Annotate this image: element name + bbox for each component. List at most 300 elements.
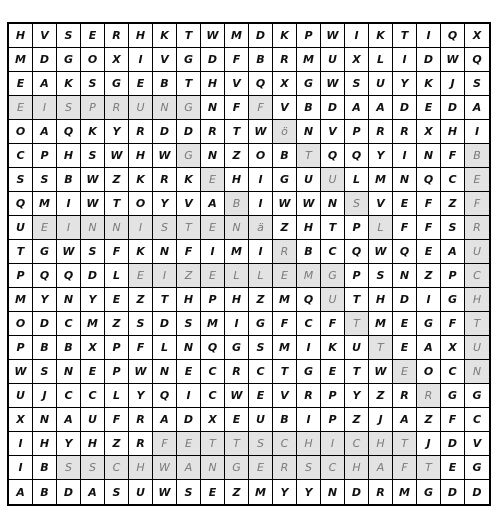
grid-cell[interactable]: Z — [441, 192, 465, 216]
grid-cell[interactable]: D — [177, 120, 201, 144]
grid-cell[interactable]: U — [249, 408, 273, 432]
grid-cell[interactable]: T — [465, 312, 489, 336]
grid-cell[interactable]: M — [9, 288, 33, 312]
grid-cell[interactable]: F — [129, 336, 153, 360]
grid-cell[interactable]: I — [177, 384, 201, 408]
grid-cell[interactable]: I — [33, 96, 57, 120]
grid-cell[interactable]: M — [273, 336, 297, 360]
grid-cell[interactable]: R — [369, 480, 393, 504]
grid-cell[interactable]: B — [273, 144, 297, 168]
grid-cell[interactable]: R — [273, 48, 297, 72]
grid-cell[interactable]: A — [201, 192, 225, 216]
grid-cell[interactable]: R — [129, 120, 153, 144]
grid-cell[interactable]: W — [9, 360, 33, 384]
grid-cell[interactable]: I — [9, 432, 33, 456]
grid-cell[interactable]: D — [201, 48, 225, 72]
grid-cell[interactable]: W — [225, 384, 249, 408]
grid-cell[interactable]: L — [249, 264, 273, 288]
grid-cell[interactable]: E — [201, 480, 225, 504]
grid-cell[interactable]: I — [9, 456, 33, 480]
grid-cell[interactable]: A — [417, 336, 441, 360]
grid-cell[interactable]: V — [153, 48, 177, 72]
grid-cell[interactable]: W — [321, 24, 345, 48]
grid-cell[interactable]: U — [465, 336, 489, 360]
grid-cell[interactable]: W — [369, 360, 393, 384]
grid-cell[interactable]: T — [345, 360, 369, 384]
grid-cell[interactable]: W — [57, 240, 81, 264]
grid-cell[interactable]: S — [465, 72, 489, 96]
grid-cell[interactable]: Z — [225, 144, 249, 168]
grid-cell[interactable]: F — [105, 408, 129, 432]
grid-cell[interactable]: L — [225, 264, 249, 288]
grid-cell[interactable]: U — [129, 96, 153, 120]
grid-cell[interactable]: M — [369, 312, 393, 336]
grid-cell[interactable]: T — [177, 72, 201, 96]
grid-cell[interactable]: N — [225, 216, 249, 240]
grid-cell[interactable]: P — [297, 24, 321, 48]
grid-cell[interactable]: B — [57, 336, 81, 360]
grid-cell[interactable]: I — [57, 192, 81, 216]
grid-cell[interactable]: Z — [225, 480, 249, 504]
grid-cell[interactable]: P — [9, 264, 33, 288]
grid-cell[interactable]: L — [105, 264, 129, 288]
grid-cell[interactable]: E — [393, 312, 417, 336]
grid-cell[interactable]: F — [441, 144, 465, 168]
grid-cell[interactable]: W — [201, 24, 225, 48]
grid-cell[interactable]: K — [321, 336, 345, 360]
grid-cell[interactable]: P — [345, 264, 369, 288]
grid-cell[interactable]: B — [249, 48, 273, 72]
grid-cell[interactable]: N — [417, 144, 441, 168]
grid-cell[interactable]: Z — [177, 264, 201, 288]
grid-cell[interactable]: B — [297, 240, 321, 264]
grid-cell[interactable]: Z — [105, 432, 129, 456]
grid-cell[interactable]: H — [369, 288, 393, 312]
grid-cell[interactable]: I — [225, 312, 249, 336]
grid-cell[interactable]: R — [105, 24, 129, 48]
grid-cell[interactable]: H — [369, 432, 393, 456]
grid-cell[interactable]: B — [273, 408, 297, 432]
grid-cell[interactable]: S — [345, 192, 369, 216]
grid-cell[interactable]: N — [57, 360, 81, 384]
grid-cell[interactable]: X — [81, 336, 105, 360]
grid-cell[interactable]: J — [369, 408, 393, 432]
grid-cell[interactable]: A — [33, 120, 57, 144]
grid-cell[interactable]: W — [297, 192, 321, 216]
grid-cell[interactable]: N — [57, 288, 81, 312]
grid-cell[interactable]: E — [417, 240, 441, 264]
grid-cell[interactable]: Z — [417, 408, 441, 432]
grid-cell[interactable]: P — [9, 336, 33, 360]
grid-cell[interactable]: W — [153, 480, 177, 504]
grid-cell[interactable]: C — [441, 168, 465, 192]
grid-cell[interactable]: E — [129, 264, 153, 288]
grid-cell[interactable]: W — [81, 192, 105, 216]
grid-cell[interactable]: N — [393, 264, 417, 288]
grid-cell[interactable]: S — [441, 216, 465, 240]
grid-cell[interactable]: C — [81, 384, 105, 408]
grid-cell[interactable]: T — [177, 24, 201, 48]
grid-cell[interactable]: T — [345, 288, 369, 312]
grid-cell[interactable]: N — [321, 192, 345, 216]
grid-cell[interactable]: H — [345, 456, 369, 480]
grid-cell[interactable]: K — [129, 240, 153, 264]
grid-cell[interactable]: N — [201, 144, 225, 168]
grid-cell[interactable]: K — [369, 24, 393, 48]
grid-cell[interactable]: N — [105, 216, 129, 240]
grid-cell[interactable]: S — [297, 456, 321, 480]
grid-cell[interactable]: I — [249, 240, 273, 264]
grid-cell[interactable]: C — [9, 144, 33, 168]
grid-cell[interactable]: P — [105, 360, 129, 384]
grid-cell[interactable]: H — [177, 288, 201, 312]
grid-cell[interactable]: A — [441, 240, 465, 264]
grid-cell[interactable]: A — [177, 456, 201, 480]
grid-cell[interactable]: Q — [417, 168, 441, 192]
grid-cell[interactable]: M — [201, 312, 225, 336]
grid-cell[interactable]: R — [105, 96, 129, 120]
grid-cell[interactable]: D — [153, 312, 177, 336]
grid-cell[interactable]: M — [33, 192, 57, 216]
grid-cell[interactable]: U — [9, 384, 33, 408]
grid-cell[interactable]: N — [201, 96, 225, 120]
grid-cell[interactable]: G — [105, 72, 129, 96]
grid-cell[interactable]: U — [297, 168, 321, 192]
grid-cell[interactable]: Q — [297, 288, 321, 312]
grid-cell[interactable]: R — [297, 384, 321, 408]
grid-cell[interactable]: D — [393, 96, 417, 120]
grid-cell[interactable]: H — [129, 144, 153, 168]
grid-cell[interactable]: T — [9, 240, 33, 264]
grid-cell[interactable]: E — [9, 96, 33, 120]
grid-cell[interactable]: H — [57, 144, 81, 168]
grid-cell[interactable]: M — [369, 168, 393, 192]
grid-cell[interactable]: R — [225, 360, 249, 384]
grid-cell[interactable]: C — [321, 240, 345, 264]
grid-cell[interactable]: J — [33, 384, 57, 408]
grid-cell[interactable]: I — [321, 432, 345, 456]
grid-cell[interactable]: S — [345, 72, 369, 96]
grid-cell[interactable]: S — [33, 168, 57, 192]
grid-cell[interactable]: L — [105, 384, 129, 408]
grid-cell[interactable]: Y — [33, 288, 57, 312]
grid-cell[interactable]: G — [441, 384, 465, 408]
grid-cell[interactable]: F — [273, 312, 297, 336]
grid-cell[interactable]: T — [369, 336, 393, 360]
grid-cell[interactable]: H — [129, 456, 153, 480]
grid-cell[interactable]: O — [249, 144, 273, 168]
grid-cell[interactable]: Q — [201, 336, 225, 360]
grid-cell[interactable]: K — [81, 120, 105, 144]
grid-cell[interactable]: W — [249, 120, 273, 144]
grid-cell[interactable]: E — [201, 168, 225, 192]
grid-cell[interactable]: S — [249, 336, 273, 360]
grid-cell[interactable]: P — [345, 120, 369, 144]
grid-cell[interactable]: T — [225, 120, 249, 144]
grid-cell[interactable]: U — [129, 480, 153, 504]
grid-cell[interactable]: I — [297, 408, 321, 432]
grid-cell[interactable]: Z — [273, 216, 297, 240]
grid-cell[interactable]: I — [417, 288, 441, 312]
grid-cell[interactable]: K — [153, 24, 177, 48]
grid-cell[interactable]: M — [249, 480, 273, 504]
grid-cell[interactable]: E — [33, 216, 57, 240]
grid-cell[interactable]: S — [81, 456, 105, 480]
grid-cell[interactable]: L — [369, 216, 393, 240]
grid-cell[interactable]: E — [129, 72, 153, 96]
grid-cell[interactable]: N — [393, 168, 417, 192]
grid-cell[interactable]: C — [465, 408, 489, 432]
grid-cell[interactable]: T — [153, 288, 177, 312]
grid-cell[interactable]: T — [321, 216, 345, 240]
grid-cell[interactable]: S — [177, 480, 201, 504]
grid-cell[interactable]: B — [33, 456, 57, 480]
grid-cell[interactable]: G — [321, 264, 345, 288]
grid-cell[interactable]: G — [417, 312, 441, 336]
grid-cell[interactable]: G — [297, 360, 321, 384]
grid-cell[interactable]: D — [153, 120, 177, 144]
grid-cell[interactable]: G — [441, 288, 465, 312]
grid-cell[interactable]: I — [249, 192, 273, 216]
grid-cell[interactable]: L — [369, 48, 393, 72]
grid-cell[interactable]: S — [105, 480, 129, 504]
grid-cell[interactable]: G — [249, 312, 273, 336]
grid-cell[interactable]: G — [465, 384, 489, 408]
grid-cell[interactable]: H — [465, 288, 489, 312]
grid-cell[interactable]: H — [81, 432, 105, 456]
grid-cell[interactable]: B — [33, 336, 57, 360]
grid-cell[interactable]: I — [417, 24, 441, 48]
grid-cell[interactable]: E — [177, 360, 201, 384]
grid-cell[interactable]: W — [153, 144, 177, 168]
grid-cell[interactable]: T — [201, 432, 225, 456]
grid-cell[interactable]: Y — [105, 120, 129, 144]
grid-cell[interactable]: A — [369, 96, 393, 120]
grid-cell[interactable]: Y — [57, 432, 81, 456]
grid-cell[interactable]: F — [441, 408, 465, 432]
grid-cell[interactable]: Y — [393, 72, 417, 96]
grid-cell[interactable]: J — [417, 432, 441, 456]
grid-cell[interactable]: D — [441, 432, 465, 456]
grid-cell[interactable]: G — [225, 336, 249, 360]
grid-cell[interactable]: Z — [345, 408, 369, 432]
grid-cell[interactable]: Y — [369, 144, 393, 168]
grid-cell[interactable]: X — [273, 72, 297, 96]
grid-cell[interactable]: V — [273, 96, 297, 120]
grid-cell[interactable]: Z — [105, 168, 129, 192]
grid-cell[interactable]: V — [369, 192, 393, 216]
grid-cell[interactable]: H — [441, 120, 465, 144]
grid-cell[interactable]: D — [33, 312, 57, 336]
grid-cell[interactable]: L — [345, 168, 369, 192]
grid-cell[interactable]: Q — [57, 264, 81, 288]
grid-cell[interactable]: Y — [345, 384, 369, 408]
grid-cell[interactable]: P — [321, 408, 345, 432]
grid-cell[interactable]: Y — [81, 288, 105, 312]
grid-cell[interactable]: S — [81, 72, 105, 96]
grid-cell[interactable]: C — [249, 360, 273, 384]
grid-cell[interactable]: P — [33, 144, 57, 168]
grid-cell[interactable]: D — [393, 288, 417, 312]
grid-cell[interactable]: T — [273, 360, 297, 384]
grid-cell[interactable]: O — [81, 48, 105, 72]
grid-cell[interactable]: Q — [345, 240, 369, 264]
grid-cell[interactable]: N — [201, 456, 225, 480]
grid-cell[interactable]: N — [153, 360, 177, 384]
grid-cell[interactable]: E — [249, 456, 273, 480]
grid-cell[interactable]: B — [465, 144, 489, 168]
grid-cell[interactable]: U — [321, 48, 345, 72]
grid-cell[interactable]: Q — [153, 384, 177, 408]
grid-cell[interactable]: O — [9, 120, 33, 144]
grid-cell[interactable]: R — [393, 120, 417, 144]
grid-cell[interactable]: S — [249, 432, 273, 456]
grid-cell[interactable]: A — [369, 456, 393, 480]
grid-cell[interactable]: X — [105, 48, 129, 72]
grid-cell[interactable]: Y — [273, 480, 297, 504]
grid-cell[interactable]: I — [129, 216, 153, 240]
grid-cell[interactable]: K — [177, 168, 201, 192]
grid-cell[interactable]: E — [441, 456, 465, 480]
grid-cell[interactable]: Z — [249, 288, 273, 312]
grid-cell[interactable]: G — [177, 144, 201, 168]
grid-cell[interactable]: E — [177, 432, 201, 456]
grid-cell[interactable]: G — [225, 456, 249, 480]
grid-cell[interactable]: X — [9, 408, 33, 432]
grid-cell[interactable]: H — [201, 72, 225, 96]
grid-cell[interactable]: T — [105, 192, 129, 216]
grid-cell[interactable]: E — [273, 264, 297, 288]
grid-cell[interactable]: U — [465, 240, 489, 264]
grid-cell[interactable]: B — [57, 168, 81, 192]
grid-cell[interactable]: R — [465, 216, 489, 240]
grid-cell[interactable]: C — [105, 456, 129, 480]
grid-cell[interactable]: E — [201, 264, 225, 288]
grid-cell[interactable]: D — [441, 96, 465, 120]
grid-cell[interactable]: T — [297, 144, 321, 168]
grid-cell[interactable]: E — [393, 192, 417, 216]
grid-cell[interactable]: C — [297, 312, 321, 336]
grid-cell[interactable]: E — [417, 96, 441, 120]
grid-cell[interactable]: T — [393, 432, 417, 456]
grid-cell[interactable]: W — [321, 72, 345, 96]
grid-cell[interactable]: A — [393, 408, 417, 432]
grid-cell[interactable]: G — [465, 456, 489, 480]
grid-cell[interactable]: R — [369, 120, 393, 144]
grid-cell[interactable]: S — [57, 96, 81, 120]
grid-cell[interactable]: F — [393, 216, 417, 240]
grid-cell[interactable]: B — [33, 480, 57, 504]
grid-cell[interactable]: S — [81, 240, 105, 264]
grid-cell[interactable]: Z — [105, 312, 129, 336]
grid-cell[interactable]: M — [225, 240, 249, 264]
grid-cell[interactable]: C — [321, 456, 345, 480]
grid-cell[interactable]: C — [57, 312, 81, 336]
grid-cell[interactable]: H — [297, 432, 321, 456]
grid-cell[interactable]: M — [393, 480, 417, 504]
grid-cell[interactable]: Q — [249, 72, 273, 96]
grid-cell[interactable]: X — [441, 336, 465, 360]
grid-cell[interactable]: V — [33, 24, 57, 48]
grid-cell[interactable]: H — [129, 24, 153, 48]
grid-cell[interactable]: S — [57, 24, 81, 48]
grid-cell[interactable]: C — [273, 432, 297, 456]
grid-cell[interactable]: I — [201, 240, 225, 264]
grid-cell[interactable]: Q — [33, 264, 57, 288]
grid-cell[interactable]: T — [417, 456, 441, 480]
grid-cell[interactable]: E — [201, 216, 225, 240]
grid-cell[interactable]: R — [393, 384, 417, 408]
grid-cell[interactable]: D — [321, 96, 345, 120]
grid-cell[interactable]: A — [153, 408, 177, 432]
grid-cell[interactable]: F — [393, 456, 417, 480]
grid-cell[interactable]: E — [81, 360, 105, 384]
grid-cell[interactable]: J — [441, 72, 465, 96]
grid-cell[interactable]: V — [321, 120, 345, 144]
grid-cell[interactable]: Q — [441, 24, 465, 48]
grid-cell[interactable]: O — [9, 312, 33, 336]
grid-cell[interactable]: Q — [321, 144, 345, 168]
grid-cell[interactable]: V — [177, 192, 201, 216]
grid-cell[interactable]: T — [345, 312, 369, 336]
grid-cell[interactable]: U — [345, 336, 369, 360]
grid-cell[interactable]: D — [57, 480, 81, 504]
grid-cell[interactable]: P — [441, 264, 465, 288]
grid-cell[interactable]: N — [153, 96, 177, 120]
grid-cell[interactable]: C — [201, 384, 225, 408]
grid-cell[interactable]: N — [81, 216, 105, 240]
grid-cell[interactable]: D — [177, 408, 201, 432]
grid-cell[interactable]: R — [129, 408, 153, 432]
grid-cell[interactable]: F — [153, 432, 177, 456]
grid-cell[interactable]: F — [417, 216, 441, 240]
grid-cell[interactable]: X — [465, 24, 489, 48]
grid-cell[interactable]: Y — [297, 480, 321, 504]
grid-cell[interactable]: S — [33, 360, 57, 384]
grid-cell[interactable]: K — [273, 24, 297, 48]
grid-cell[interactable]: Q — [465, 48, 489, 72]
grid-cell[interactable]: C — [345, 432, 369, 456]
grid-cell[interactable]: F — [441, 312, 465, 336]
grid-cell[interactable]: M — [81, 312, 105, 336]
grid-cell[interactable]: U — [9, 216, 33, 240]
grid-cell[interactable]: ö — [273, 120, 297, 144]
grid-cell[interactable]: N — [297, 120, 321, 144]
grid-cell[interactable]: H — [225, 288, 249, 312]
grid-cell[interactable]: I — [393, 144, 417, 168]
grid-cell[interactable]: G — [177, 48, 201, 72]
grid-cell[interactable]: G — [297, 72, 321, 96]
grid-cell[interactable]: D — [472, 485, 482, 499]
grid-cell[interactable]: Z — [417, 264, 441, 288]
grid-cell[interactable]: E — [81, 24, 105, 48]
grid-cell[interactable]: E — [465, 168, 489, 192]
grid-cell[interactable]: M — [9, 48, 33, 72]
grid-cell[interactable]: T — [393, 24, 417, 48]
grid-cell[interactable]: A — [57, 408, 81, 432]
grid-cell[interactable]: Q — [345, 144, 369, 168]
grid-cell[interactable]: P — [345, 216, 369, 240]
grid-cell[interactable]: R — [273, 456, 297, 480]
grid-cell[interactable]: B — [225, 192, 249, 216]
grid-cell[interactable]: R — [417, 384, 441, 408]
grid-cell[interactable]: Y — [153, 192, 177, 216]
grid-cell[interactable]: I — [249, 168, 273, 192]
grid-cell[interactable]: C — [465, 264, 489, 288]
grid-cell[interactable]: N — [177, 336, 201, 360]
grid-cell[interactable]: F — [465, 192, 489, 216]
grid-cell[interactable]: B — [153, 72, 177, 96]
